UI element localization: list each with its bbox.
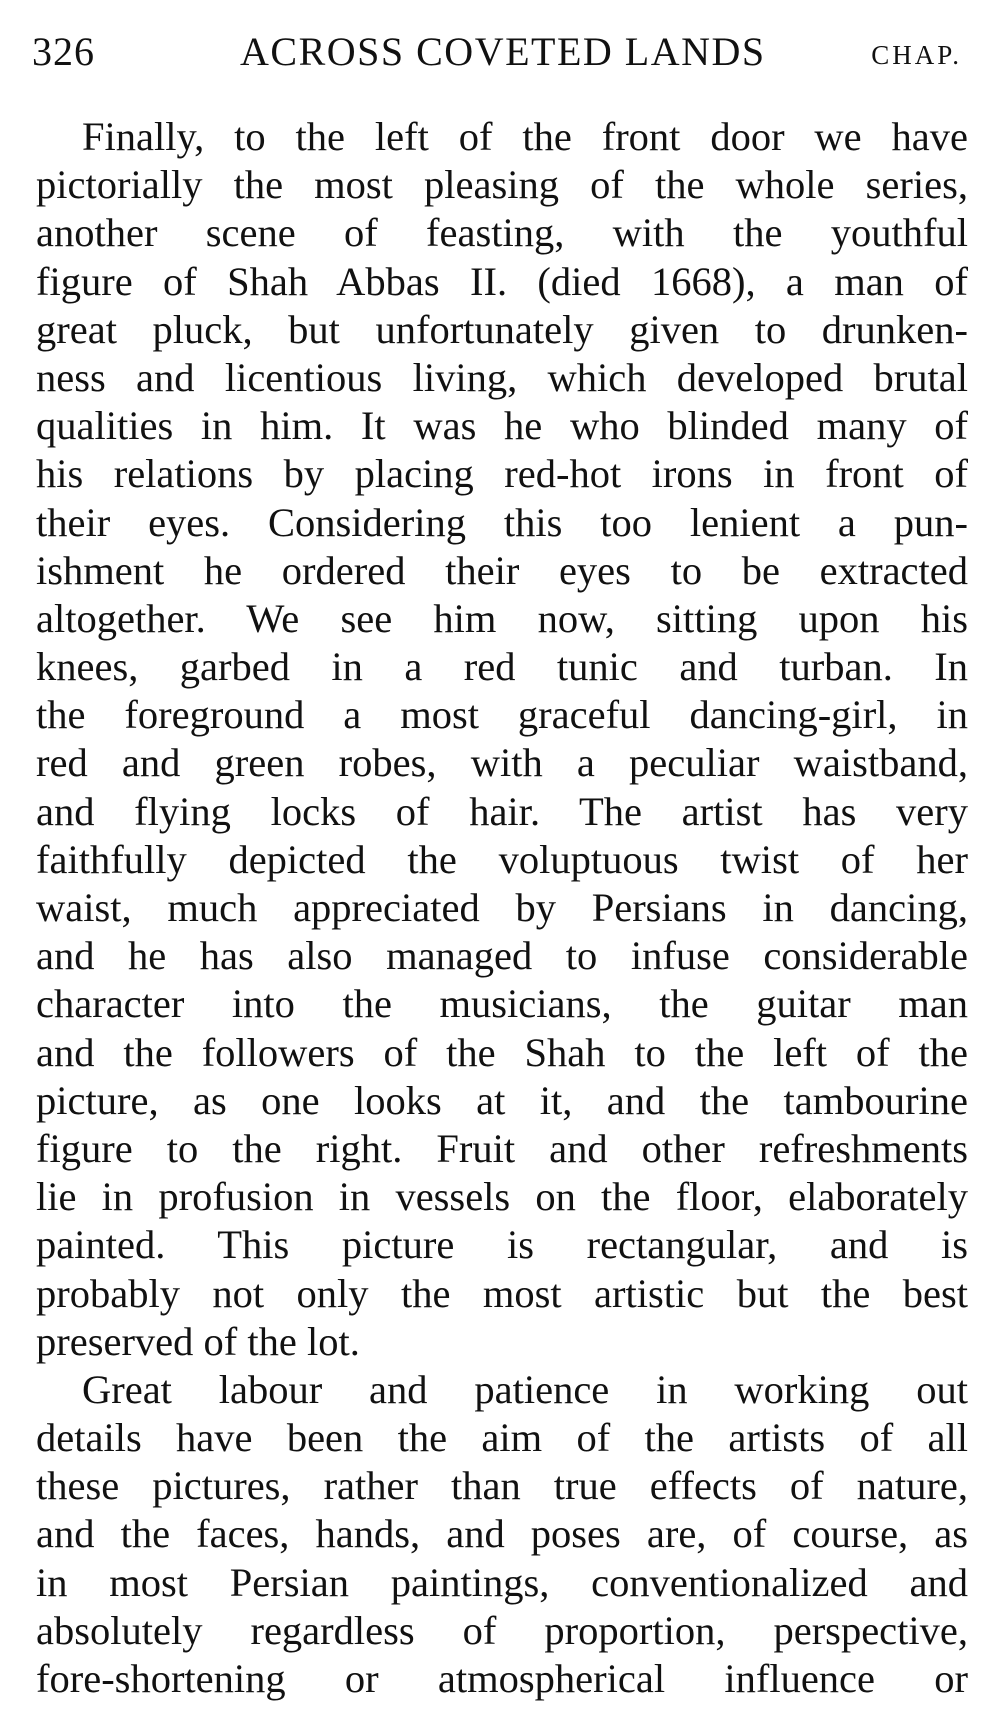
book-title: ACROSS COVETED LANDS — [240, 29, 766, 74]
text-line: and the followers of the Shah to the left of the — [36, 1029, 968, 1075]
text-line: lie in profusion in vessels on the floor, elaborately — [36, 1174, 968, 1220]
text-line: another scene of feasting, with the youthful — [36, 210, 968, 256]
text-line: picture, as one looks at it, and the tambourine — [36, 1077, 968, 1123]
text-line: Great labour and patience in working out — [82, 1366, 968, 1412]
text-line: these pictures, rather than true effects of nature, — [36, 1463, 968, 1509]
chapter-label: CHAP. — [871, 40, 962, 70]
text-line: fore-shortening or atmospherical influence or — [36, 1656, 968, 1701]
text-line: absolutely regardless of proportion, perspective, — [36, 1607, 968, 1653]
text-line: painted. This picture is rectangular, and is — [36, 1222, 968, 1268]
text-line: his relations by placing red-hot irons in front of — [36, 451, 968, 497]
body-text — [36, 113, 968, 1703]
text-line: qualities in him. It was he who blinded many of — [36, 403, 968, 449]
text-line: ishment he ordered their eyes to be extracted — [36, 547, 968, 593]
text-line: in most Persian paintings, conventionalized and — [36, 1559, 968, 1605]
text-line: red and green robes, with a peculiar waistband, — [36, 740, 968, 786]
text-line: and he has also managed to infuse considerable — [36, 933, 968, 979]
text-line: preserved of the lot. — [36, 1318, 360, 1364]
text-line: figure of Shah Abbas II. (died 1668), a man of — [36, 258, 968, 304]
page-number: 326 — [32, 29, 95, 74]
paragraph — [36, 1366, 968, 1703]
text-line: pictorially the most pleasing of the whole series, — [36, 162, 968, 208]
text-line: details have been the aim of the artists of all — [36, 1415, 968, 1461]
text-line: knees, garbed in a red tunic and turban. In — [36, 644, 968, 690]
text-line: great pluck, but unfortunately given to drunken- — [36, 306, 968, 352]
text-line: probably not only the most artistic but the best — [36, 1270, 968, 1316]
text-line: character into the musicians, the guitar man — [36, 981, 968, 1027]
text-line: faithfully depicted the voluptuous twist of her — [36, 836, 968, 882]
text-line: and flying locks of hair. The artist has very — [36, 788, 968, 834]
text-line: their eyes. Considering this too lenient a pun- — [36, 499, 968, 545]
text-line: altogether. We see him now, sitting upon his — [36, 595, 968, 641]
text-line: ness and licentious living, which developed brutal — [36, 354, 968, 400]
text-line: waist, much appreciated by Persians in dancing, — [36, 885, 968, 930]
text-line: figure to the right. Fruit and other refreshments — [36, 1125, 968, 1171]
running-head — [32, 20, 962, 80]
text-line: the foreground a most graceful dancing-girl, in — [36, 692, 968, 738]
text-line: and the faces, hands, and poses are, of course, as — [36, 1511, 968, 1557]
text-line: Finally, to the left of the front door we have — [82, 114, 968, 159]
paragraph — [36, 113, 968, 1366]
